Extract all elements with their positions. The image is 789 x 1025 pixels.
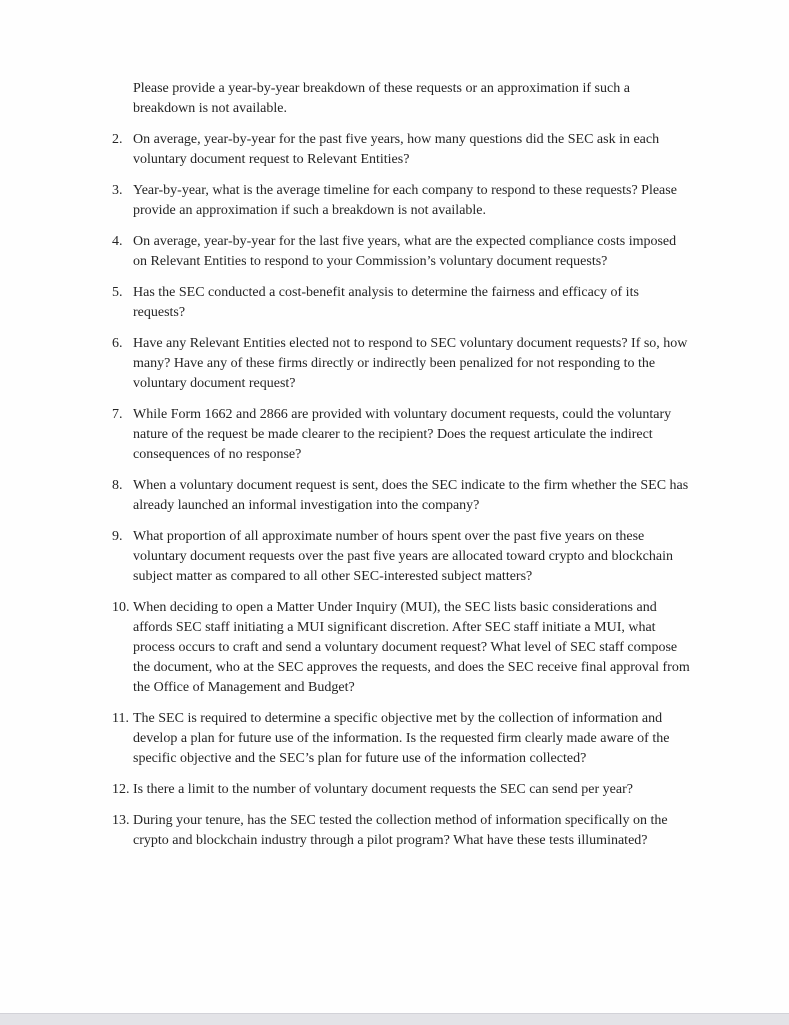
item-text: On average, year-by-year for the last five years, what are the expected compliance costs imposed on Relevant Entities to respond to your Commission’s voluntary document requests? [133,234,677,269]
item-number: 5. [112,285,123,300]
item-number: 3. [112,183,123,198]
item-text: During your tenure, has the SEC tested the collection method of information specifically on the crypto and blockchain industry through a pilot program? What have these tests illuminated? [133,813,668,848]
item-text: On average, year-by-year for the past five years, how many questions did the SEC ask in each voluntary document request to Relevant Entities? [133,132,660,167]
question-item [112,283,692,323]
intro-paragraph: Please provide a year-by-year breakdown of these requests or an approximation if such a breakdown is not available. [133,81,630,116]
question-item [112,181,692,221]
item-number: 13. [112,813,130,828]
item-number: 12. [112,782,130,797]
question-item [112,709,692,769]
item-number: 2. [112,132,123,147]
question-item [112,232,692,272]
item-text: Year-by-year, what is the average timeline for each company to respond to these requests? Please provide an approximation if such a breakdown is not available. [133,183,677,218]
question-item [112,405,692,465]
item-text: When deciding to open a Matter Under Inquiry (MUI), the SEC lists basic considerations and affords SEC staff initiating a MUI significant discretion. After SEC staff initiate a MUI, what process occurs to craft and send a voluntary document request? What level of SEC staff compose the document, who at the SEC approves the requests, and does the SEC receive final approval from the Office of Management and Budget? [133,600,690,695]
question-list [112,130,692,851]
item-number: 10. [112,600,130,615]
item-number: 8. [112,478,123,493]
item-number: 6. [112,336,123,351]
item-text: Have any Relevant Entities elected not to respond to SEC voluntary document requests? If so, how many? Have any of these firms directly or indirectly been penalized for not responding to the voluntary document request? [133,336,688,391]
item-text: Is there a limit to the number of voluntary document requests the SEC can send per year? [133,782,633,797]
question-item [112,811,692,851]
item-number: 7. [112,407,123,422]
question-item [112,130,692,170]
question-item [112,334,692,394]
question-item [112,527,692,587]
item-number: 11. [112,711,129,726]
item-text: Has the SEC conducted a cost-benefit analysis to determine the fairness and efficacy of its requests? [133,285,639,320]
question-item [112,598,692,698]
question-item [112,476,692,516]
question-item [112,780,692,800]
item-number: 4. [112,234,123,249]
item-number: 9. [112,529,123,544]
item-text: While Form 1662 and 2866 are provided with voluntary document requests, could the voluntary nature of the request be made clearer to the recipient? Does the request articulate the indirect consequences of no response? [133,407,672,462]
page-bottom-bar [0,1013,789,1025]
item-text: The SEC is required to determine a specific objective met by the collection of information and develop a plan for future use of the information. Is the requested firm clearly made aware of the specific objective and the SEC’s plan for future use of the information collected? [133,711,670,766]
item-text: What proportion of all approximate number of hours spent over the past five years on these voluntary document requests over the past five years are allocated toward crypto and blockchain subject matter as compared to all other SEC-interested subject matters? [133,529,673,584]
item-text: When a voluntary document request is sent, does the SEC indicate to the firm whether the SEC has already launched an informal investigation into the company? [133,478,689,513]
